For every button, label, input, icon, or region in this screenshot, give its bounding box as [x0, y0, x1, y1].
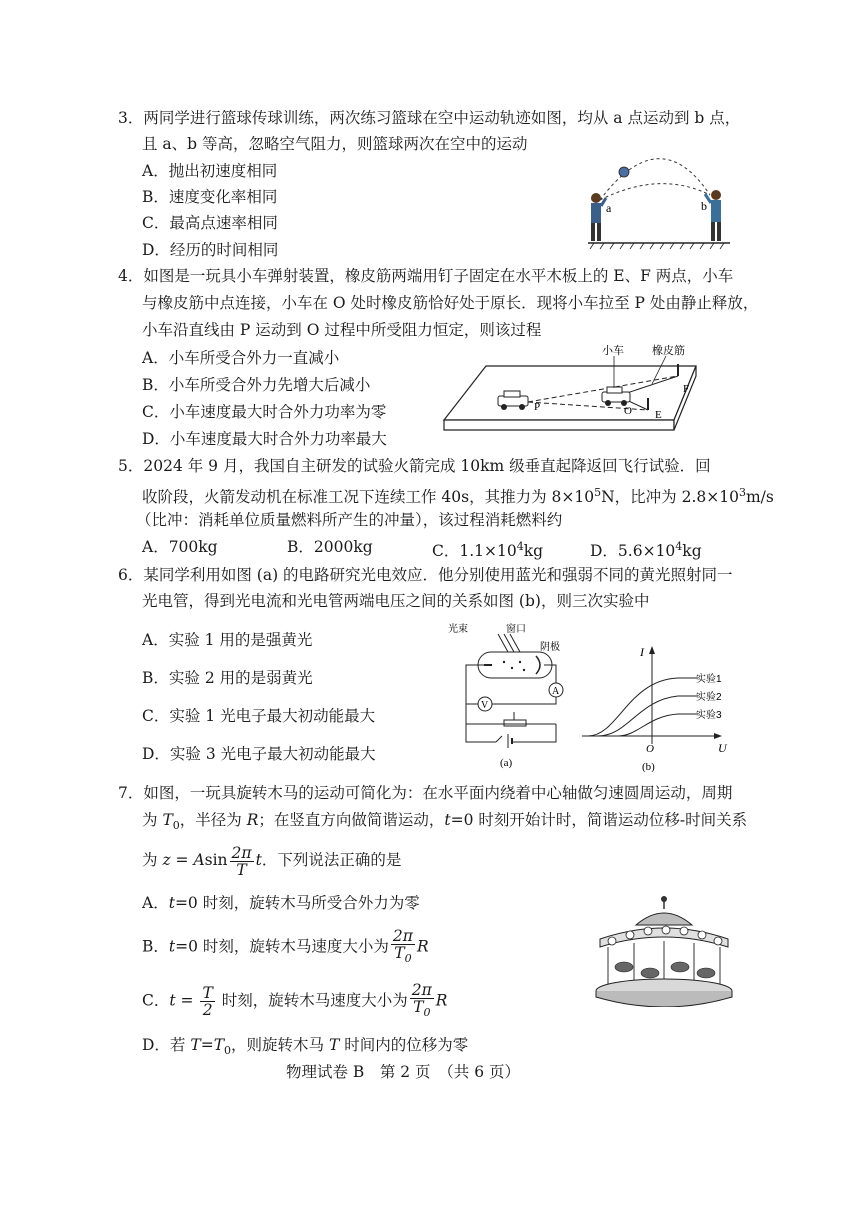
q5-impulse-exponent: 3 [738, 486, 746, 499]
q5-stem-line2 [142, 483, 774, 507]
q7-line2-part1: 为 [142, 811, 163, 829]
q7-formula-fraction [230, 845, 254, 878]
q7-line2-part2: ，半径为 [179, 811, 247, 829]
q6-option-d: D．实验 3 光电子最大初动能最大 [142, 745, 376, 763]
q3-fig-label-a: a [606, 201, 612, 215]
q6-ammeter-label: A [552, 686, 560, 697]
q6-option-c: C．实验 1 光电子最大初动能最大 [142, 707, 376, 725]
q7-period-subscript: 0 [172, 819, 180, 833]
q4-fig-o-label: O [624, 405, 632, 417]
q5-option-b: B．2000kg [287, 538, 373, 556]
q6-graph-exp3-label: 实验3 [696, 710, 722, 721]
q7-formula-denominator: T [236, 860, 247, 879]
q3-option-c: C．最高点速率相同 [142, 214, 278, 232]
q5-option-c [432, 537, 543, 561]
q6-stem-line1: 6．某同学利用如图 (a) 的电路研究光电效应．他分别使用蓝光和强弱不同的黄光照射同一 [118, 566, 733, 584]
q7-option-c-t: t [169, 991, 176, 1010]
q6-graph-i-label: I [640, 645, 644, 659]
q7-option-b-numerator: 2π [392, 927, 413, 945]
q3-stem-line2: 且 a、b 等高，忽略空气阻力，则篮球两次在空中的运动 [142, 135, 528, 153]
q7-option-a-letter: A． [142, 894, 169, 912]
q6-circuit-figure-a [448, 620, 566, 772]
page-footer: 物理试卷 B 第 2 页 （共 6 页） [286, 1063, 520, 1081]
q6-graph-exp2-label: 实验2 [696, 692, 722, 703]
q6-stem-line2: 光电管，得到光电流和光电管两端电压之间的关系如图 (b)，则三次实验中 [142, 592, 650, 610]
q7-option-d-eq: = [200, 1036, 214, 1054]
q5-option-a: A．700kg [142, 538, 218, 556]
q7-time-symbol: t [444, 811, 451, 829]
q3-fig-label-b: b [701, 199, 707, 213]
q7-option-d-t0: T [213, 1036, 225, 1054]
q5-line2-part1: 收阶段，火箭发动机在标准工况下连续工作 40s，其推力为 8×10 [142, 488, 595, 507]
q4-fig-e-label: E [655, 409, 662, 421]
q7-option-c [142, 982, 447, 1021]
q4-option-b: B．小车所受合外力先增大后减小 [142, 376, 371, 394]
q5-line2-unit: m/s [745, 488, 774, 507]
q7-option-c-time-fraction [200, 985, 214, 1018]
q7-option-d-t2: T [328, 1036, 340, 1054]
q7-option-c-text: 时刻，旋转木马速度大小为 [216, 991, 408, 1010]
q7-option-c-numerator: 2π [411, 981, 432, 999]
q6-graph-u-label: U [718, 741, 727, 755]
q7-option-d-letter: D．若 [142, 1036, 191, 1054]
q6-graph-exp1-label: 实验1 [696, 674, 722, 685]
q4-option-d: D．小车速度最大时合外力功率最大 [142, 430, 387, 448]
q6-iu-graph-figure-b [578, 640, 728, 774]
q5-thrust-exponent: 5 [594, 486, 602, 499]
q3-option-b: B．速度变化率相同 [142, 188, 278, 206]
q3-option-a: A．抛出初速度相同 [142, 162, 278, 180]
q3-basketball-figure [580, 140, 740, 250]
q7-option-b-fraction [391, 928, 415, 967]
q7-option-b-den-sub: 0 [404, 952, 412, 966]
q7-option-d-text2: 时间内的位移为零 [339, 1036, 469, 1054]
q7-option-c-fraction [410, 982, 434, 1021]
q4-stem-line1: 4．如图是一玩具小车弹射装置，橡皮筋两端用钉子固定在水平木板上的 E、F 两点，小车 [118, 267, 734, 285]
q5-option-c-unit: kg [523, 542, 544, 561]
q7-line2-part4: =0 时刻开始计时，简谐运动位移-时间关系 [450, 811, 748, 829]
q7-option-c-time-num: T [202, 984, 213, 1003]
q4-stem-line3: 小车沿直线由 P 运动到 O 过程中所受阻力恒定，则该过程 [142, 321, 542, 339]
q7-stem-line3 [142, 842, 401, 878]
q7-option-c-denominator [410, 999, 434, 1021]
q5-option-d-unit: kg [682, 542, 702, 561]
q7-option-a [142, 893, 420, 913]
q7-option-d-text1: ，则旋转木马 [231, 1036, 329, 1054]
q5-option-d-exponent: 4 [675, 540, 683, 553]
q7-option-c-time-den: 2 [202, 1001, 213, 1020]
q7-option-b-r: R [416, 937, 429, 956]
q6-fig-cathode-label: 阴极 [540, 642, 560, 653]
q7-formula-lhs: z = A [162, 851, 205, 869]
q7-formula-t: t [255, 851, 262, 869]
q6-fig-window-label: 窗口 [506, 624, 526, 635]
q4-fig-band-label: 橡皮筋 [652, 345, 685, 357]
q7-option-b-denominator [391, 945, 415, 967]
q4-fig-p-label: P [534, 401, 541, 413]
q7-option-c-letter: C． [142, 991, 170, 1010]
q7-line3-part1: 为 [142, 851, 163, 869]
q7-carousel-figure [590, 895, 740, 1007]
q5-line2-part2: N，比冲为 2.8×10 [601, 488, 739, 507]
q7-option-c-r: R [435, 991, 448, 1010]
q3-stem-line1: 3．两同学进行篮球传球训练，两次练习篮球在空中运动轨迹如图，均从 a 点运动到 b 点， [118, 109, 741, 127]
q7-option-c-eq: = [175, 991, 199, 1010]
q7-option-d-t: T [190, 1036, 201, 1054]
q6-fig-b-caption: (b) [642, 761, 655, 773]
q4-option-a: A．小车所受合外力一直减小 [142, 349, 340, 367]
q3-option-d: D．经历的时间相同 [142, 241, 279, 259]
q6-fig-a-caption: (a) [500, 757, 513, 769]
q5-option-c-exponent: 4 [516, 540, 524, 553]
q5-stem-line1: 5．2024 年 9 月，我国自主研发的试验火箭完成 10km 级垂直起降返回飞行试验．回 [118, 457, 711, 475]
q7-stem-line2 [142, 810, 747, 836]
q7-option-b-den-symbol: T [394, 944, 405, 962]
q7-option-d [142, 1035, 468, 1061]
q7-line2-part3: ；在竖直方向做简谐运动， [258, 811, 445, 829]
q7-stem-line1: 7．如图，一玩具旋转木马的运动可简化为：在水平面内绕着中心轴做匀速圆周运动，周期 [118, 784, 733, 802]
q6-option-b: B．实验 2 用的是弱黄光 [142, 669, 313, 687]
q7-period-symbol: T [162, 811, 173, 829]
q7-option-c-den-symbol: T [413, 998, 424, 1016]
q4-fig-f-label: F [683, 383, 690, 395]
q5-option-c-value: C．1.1×10 [432, 542, 517, 561]
q6-fig-light-label: 光束 [448, 624, 468, 635]
q6-graph-origin-label: O [646, 743, 654, 755]
q7-option-c-den-sub: 0 [423, 1006, 431, 1020]
q5-option-d [590, 537, 702, 561]
q6-voltmeter-label: V [481, 700, 489, 711]
q7-option-b [142, 928, 429, 967]
q7-option-a-t: t [168, 894, 175, 912]
q7-formula-sin: sin [204, 851, 228, 869]
q7-radius-symbol: R [246, 811, 259, 829]
q7-formula-numerator: 2π [231, 843, 252, 862]
q4-car-launcher-figure [438, 344, 708, 436]
q7-option-b-letter: B． [142, 937, 169, 956]
q7-option-b-t: t [168, 937, 176, 956]
q4-stem-line2: 与橡皮筋中点连接，小车在 O 处时橡皮筋恰好处于原长．现将小车拉至 P 处由静止释放， [142, 294, 759, 312]
q4-fig-car-label: 小车 [602, 345, 624, 357]
q5-stem-line3: （比冲：消耗单位质量燃料所产生的冲量），该过程消耗燃料约 [136, 511, 563, 529]
q7-option-b-text: =0 时刻，旋转木马速度大小为 [175, 937, 389, 956]
q7-line3-part2: ．下列说法正确的是 [261, 851, 402, 869]
q7-option-d-t0-sub: 0 [224, 1044, 232, 1058]
q7-option-a-text: =0 时刻，旋转木马所受合外力为零 [174, 894, 420, 912]
q6-option-a: A．实验 1 用的是强黄光 [142, 631, 313, 649]
q4-option-c: C．小车速度最大时合外力功率为零 [142, 403, 387, 421]
q5-option-d-value: D．5.6×10 [590, 542, 676, 561]
